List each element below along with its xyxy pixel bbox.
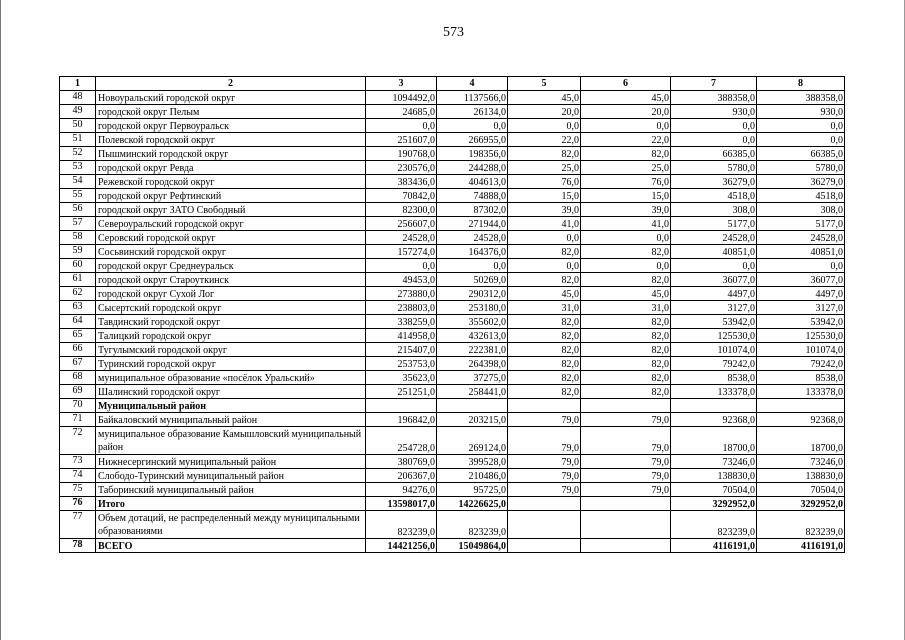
value-cell-col3: 24685,0 — [366, 105, 437, 119]
value-cell-col3: 238803,0 — [366, 301, 437, 315]
value-cell-col6 — [581, 539, 671, 553]
value-cell-col5: 15,0 — [508, 189, 581, 203]
value-cell-col7: 388358,0 — [671, 91, 757, 105]
value-cell-col8: 24528,0 — [757, 231, 845, 245]
row-number-cell: 65 — [60, 329, 96, 343]
table-row — [60, 301, 845, 315]
value-cell-col5: 82,0 — [508, 273, 581, 287]
table-row — [60, 329, 845, 343]
value-cell-col4: 87302,0 — [437, 203, 508, 217]
value-cell-col7: 138830,0 — [671, 469, 757, 483]
value-cell-col3: 49453,0 — [366, 273, 437, 287]
municipality-name-cell: Тавдинский городской округ — [96, 315, 366, 329]
value-cell-col5: 45,0 — [508, 91, 581, 105]
table-row — [60, 427, 845, 455]
value-cell-col4: 0,0 — [437, 259, 508, 273]
value-cell-col8: 133378,0 — [757, 385, 845, 399]
value-cell-col5: 25,0 — [508, 161, 581, 175]
value-cell-col8: 53942,0 — [757, 315, 845, 329]
municipality-name-cell: городской округ Рефтинский — [96, 189, 366, 203]
value-cell-col8: 138830,0 — [757, 469, 845, 483]
value-cell-col8: 79242,0 — [757, 357, 845, 371]
row-number-cell: 78 — [60, 539, 96, 553]
value-cell-col8: 92368,0 — [757, 413, 845, 427]
municipality-name-cell: Полевской городской округ — [96, 133, 366, 147]
row-number-cell: 61 — [60, 273, 96, 287]
table-row — [60, 371, 845, 385]
value-cell-col7: 5780,0 — [671, 161, 757, 175]
value-cell-col7: 3127,0 — [671, 301, 757, 315]
row-number-cell: 71 — [60, 413, 96, 427]
value-cell-col3: 35623,0 — [366, 371, 437, 385]
value-cell-col5: 82,0 — [508, 329, 581, 343]
value-cell-col4: 222381,0 — [437, 343, 508, 357]
table-row — [60, 273, 845, 287]
value-cell-col8: 308,0 — [757, 203, 845, 217]
table-row — [60, 343, 845, 357]
table-row — [60, 147, 845, 161]
value-cell-col8: 0,0 — [757, 259, 845, 273]
value-cell-col4: 210486,0 — [437, 469, 508, 483]
value-cell-col6 — [581, 497, 671, 511]
value-cell-col6: 82,0 — [581, 245, 671, 259]
table-row — [60, 399, 845, 413]
value-cell-col6: 79,0 — [581, 455, 671, 469]
row-number-cell: 73 — [60, 455, 96, 469]
value-cell-col4: 198356,0 — [437, 147, 508, 161]
value-cell-col7: 36077,0 — [671, 273, 757, 287]
value-cell-col8: 0,0 — [757, 119, 845, 133]
value-cell-col3: 338259,0 — [366, 315, 437, 329]
table-row — [60, 189, 845, 203]
value-cell-col5: 79,0 — [508, 427, 581, 455]
value-cell-col7: 70504,0 — [671, 483, 757, 497]
row-number-cell: 66 — [60, 343, 96, 357]
value-cell-col3: 70842,0 — [366, 189, 437, 203]
row-number-cell: 54 — [60, 175, 96, 189]
municipality-name-cell: Североуральский городской округ — [96, 217, 366, 231]
value-cell-col6: 82,0 — [581, 315, 671, 329]
municipality-name-cell: Талицкий городской округ — [96, 329, 366, 343]
municipality-name-cell: городской округ Пелым — [96, 105, 366, 119]
value-cell-col4: 264398,0 — [437, 357, 508, 371]
value-cell-col7: 0,0 — [671, 133, 757, 147]
table-row — [60, 511, 845, 539]
value-cell-col3: 273880,0 — [366, 287, 437, 301]
value-cell-col8: 930,0 — [757, 105, 845, 119]
value-cell-col4: 355602,0 — [437, 315, 508, 329]
value-cell-col3 — [366, 399, 437, 413]
value-cell-col6: 15,0 — [581, 189, 671, 203]
table-row — [60, 105, 845, 119]
value-cell-col3: 196842,0 — [366, 413, 437, 427]
value-cell-col4: 15049864,0 — [437, 539, 508, 553]
value-cell-col7: 92368,0 — [671, 413, 757, 427]
row-number-cell: 76 — [60, 497, 96, 511]
value-cell-col4: 269124,0 — [437, 427, 508, 455]
value-cell-col5 — [508, 511, 581, 539]
value-cell-col4: 37275,0 — [437, 371, 508, 385]
value-cell-col8: 4497,0 — [757, 287, 845, 301]
value-cell-col8: 125530,0 — [757, 329, 845, 343]
column-header: 3 — [366, 77, 437, 91]
column-header: 7 — [671, 77, 757, 91]
row-number-cell: 48 — [60, 91, 96, 105]
table-row — [60, 91, 845, 105]
table-row — [60, 539, 845, 553]
municipality-name-cell: Объем дотаций, не распределенный между муниципальными образованиями — [96, 511, 366, 539]
table-header-row — [60, 77, 845, 91]
table-row — [60, 217, 845, 231]
value-cell-col5: 79,0 — [508, 483, 581, 497]
value-cell-col4: 203215,0 — [437, 413, 508, 427]
value-cell-col8: 388358,0 — [757, 91, 845, 105]
row-number-cell: 72 — [60, 427, 96, 455]
value-cell-col4: 290312,0 — [437, 287, 508, 301]
value-cell-col4: 404613,0 — [437, 175, 508, 189]
row-number-cell: 53 — [60, 161, 96, 175]
row-number-cell: 60 — [60, 259, 96, 273]
table-row — [60, 259, 845, 273]
value-cell-col6: 76,0 — [581, 175, 671, 189]
value-cell-col6: 31,0 — [581, 301, 671, 315]
table-row — [60, 385, 845, 399]
value-cell-col4: 432613,0 — [437, 329, 508, 343]
value-cell-col7: 4518,0 — [671, 189, 757, 203]
value-cell-col8: 8538,0 — [757, 371, 845, 385]
value-cell-col7: 308,0 — [671, 203, 757, 217]
value-cell-col3: 190768,0 — [366, 147, 437, 161]
row-number-cell: 77 — [60, 511, 96, 539]
row-number-cell: 67 — [60, 357, 96, 371]
table-row — [60, 455, 845, 469]
municipality-name-cell: Сосьвинский городской округ — [96, 245, 366, 259]
value-cell-col3: 383436,0 — [366, 175, 437, 189]
municipality-name-cell: Муниципальный район — [96, 399, 366, 413]
value-cell-col8: 66385,0 — [757, 147, 845, 161]
value-cell-col3: 230576,0 — [366, 161, 437, 175]
page-number: 573 — [443, 25, 464, 40]
value-cell-col4: 253180,0 — [437, 301, 508, 315]
value-cell-col6: 79,0 — [581, 469, 671, 483]
row-number-cell: 69 — [60, 385, 96, 399]
row-number-cell: 70 — [60, 399, 96, 413]
value-cell-col7: 18700,0 — [671, 427, 757, 455]
value-cell-col3: 206367,0 — [366, 469, 437, 483]
value-cell-col7: 823239,0 — [671, 511, 757, 539]
value-cell-col6: 41,0 — [581, 217, 671, 231]
value-cell-col3: 215407,0 — [366, 343, 437, 357]
value-cell-col6: 82,0 — [581, 329, 671, 343]
value-cell-col8: 0,0 — [757, 133, 845, 147]
value-cell-col8: 4116191,0 — [757, 539, 845, 553]
value-cell-col6 — [581, 511, 671, 539]
value-cell-col5 — [508, 539, 581, 553]
value-cell-col7: 125530,0 — [671, 329, 757, 343]
municipality-name-cell: муниципальное образование Камышловский муниципальный район — [96, 427, 366, 455]
municipality-name-cell: городской округ Сухой Лог — [96, 287, 366, 301]
value-cell-col7: 73246,0 — [671, 455, 757, 469]
value-cell-col3: 13598017,0 — [366, 497, 437, 511]
value-cell-col8: 4518,0 — [757, 189, 845, 203]
row-number-cell: 50 — [60, 119, 96, 133]
value-cell-col4: 258441,0 — [437, 385, 508, 399]
column-header: 8 — [757, 77, 845, 91]
value-cell-col8: 70504,0 — [757, 483, 845, 497]
value-cell-col7: 101074,0 — [671, 343, 757, 357]
value-cell-col3: 251251,0 — [366, 385, 437, 399]
municipality-name-cell: Нижнесергинский муниципальный район — [96, 455, 366, 469]
value-cell-col4: 823239,0 — [437, 511, 508, 539]
value-cell-col4: 271944,0 — [437, 217, 508, 231]
value-cell-col5 — [508, 497, 581, 511]
row-number-cell: 55 — [60, 189, 96, 203]
value-cell-col5: 45,0 — [508, 287, 581, 301]
table-row — [60, 175, 845, 189]
value-cell-col4: 95725,0 — [437, 483, 508, 497]
value-cell-col5: 79,0 — [508, 455, 581, 469]
value-cell-col3: 1094492,0 — [366, 91, 437, 105]
column-header: 5 — [508, 77, 581, 91]
municipality-name-cell: Пышминский городской округ — [96, 147, 366, 161]
row-number-cell: 63 — [60, 301, 96, 315]
value-cell-col7: 40851,0 — [671, 245, 757, 259]
value-cell-col7: 8538,0 — [671, 371, 757, 385]
municipality-name-cell: городской округ Староуткинск — [96, 273, 366, 287]
value-cell-col4: 50269,0 — [437, 273, 508, 287]
row-number-cell: 57 — [60, 217, 96, 231]
value-cell-col7: 133378,0 — [671, 385, 757, 399]
value-cell-col5: 82,0 — [508, 315, 581, 329]
value-cell-col6: 25,0 — [581, 161, 671, 175]
value-cell-col3: 380769,0 — [366, 455, 437, 469]
value-cell-col7: 66385,0 — [671, 147, 757, 161]
value-cell-col3: 253753,0 — [366, 357, 437, 371]
table-row — [60, 469, 845, 483]
value-cell-col4 — [437, 399, 508, 413]
value-cell-col8: 18700,0 — [757, 427, 845, 455]
value-cell-col7: 3292952,0 — [671, 497, 757, 511]
municipality-name-cell: Серовский городской округ — [96, 231, 366, 245]
value-cell-col7: 24528,0 — [671, 231, 757, 245]
value-cell-col6: 82,0 — [581, 343, 671, 357]
value-cell-col6: 82,0 — [581, 273, 671, 287]
value-cell-col5: 82,0 — [508, 371, 581, 385]
municipality-name-cell: ВСЕГО — [96, 539, 366, 553]
value-cell-col4: 26134,0 — [437, 105, 508, 119]
row-number-cell: 51 — [60, 133, 96, 147]
value-cell-col5: 79,0 — [508, 469, 581, 483]
table-row — [60, 245, 845, 259]
value-cell-col3: 0,0 — [366, 259, 437, 273]
value-cell-col5: 0,0 — [508, 119, 581, 133]
row-number-cell: 56 — [60, 203, 96, 217]
value-cell-col4: 14226625,0 — [437, 497, 508, 511]
municipality-name-cell: Новоуральский городской округ — [96, 91, 366, 105]
value-cell-col5: 79,0 — [508, 413, 581, 427]
row-number-cell: 58 — [60, 231, 96, 245]
value-cell-col3: 414958,0 — [366, 329, 437, 343]
value-cell-col8: 73246,0 — [757, 455, 845, 469]
value-cell-col3: 24528,0 — [366, 231, 437, 245]
value-cell-col6: 82,0 — [581, 371, 671, 385]
value-cell-col8 — [757, 399, 845, 413]
value-cell-col3: 82300,0 — [366, 203, 437, 217]
value-cell-col8: 40851,0 — [757, 245, 845, 259]
value-cell-col5: 82,0 — [508, 245, 581, 259]
row-number-cell: 64 — [60, 315, 96, 329]
value-cell-col5: 22,0 — [508, 133, 581, 147]
value-cell-col3: 823239,0 — [366, 511, 437, 539]
value-cell-col8: 5177,0 — [757, 217, 845, 231]
municipality-name-cell: Сысертский городской округ — [96, 301, 366, 315]
row-number-cell: 74 — [60, 469, 96, 483]
table-row — [60, 231, 845, 245]
municipality-name-cell: Таборинский муниципальный район — [96, 483, 366, 497]
table-row — [60, 133, 845, 147]
row-number-cell: 68 — [60, 371, 96, 385]
table-row — [60, 119, 845, 133]
value-cell-col5 — [508, 399, 581, 413]
value-cell-col5: 0,0 — [508, 259, 581, 273]
municipality-name-cell: городской округ Первоуральск — [96, 119, 366, 133]
municipality-name-cell: Тугулымский городской округ — [96, 343, 366, 357]
value-cell-col6: 45,0 — [581, 91, 671, 105]
value-cell-col5: 82,0 — [508, 147, 581, 161]
value-cell-col5: 82,0 — [508, 385, 581, 399]
value-cell-col7: 5177,0 — [671, 217, 757, 231]
value-cell-col8: 823239,0 — [757, 511, 845, 539]
value-cell-col4: 164376,0 — [437, 245, 508, 259]
value-cell-col6 — [581, 399, 671, 413]
value-cell-col3: 251607,0 — [366, 133, 437, 147]
row-number-cell: 52 — [60, 147, 96, 161]
value-cell-col3: 14421256,0 — [366, 539, 437, 553]
value-cell-col3: 254728,0 — [366, 427, 437, 455]
value-cell-col4: 0,0 — [437, 119, 508, 133]
value-cell-col8: 36279,0 — [757, 175, 845, 189]
value-cell-col5: 76,0 — [508, 175, 581, 189]
table-row — [60, 413, 845, 427]
value-cell-col6: 82,0 — [581, 147, 671, 161]
table-row — [60, 483, 845, 497]
value-cell-col3: 0,0 — [366, 119, 437, 133]
value-cell-col4: 244288,0 — [437, 161, 508, 175]
value-cell-col5: 20,0 — [508, 105, 581, 119]
municipality-name-cell: городской округ Ревда — [96, 161, 366, 175]
value-cell-col7: 0,0 — [671, 119, 757, 133]
row-number-cell: 62 — [60, 287, 96, 301]
value-cell-col8: 3292952,0 — [757, 497, 845, 511]
value-cell-col8: 5780,0 — [757, 161, 845, 175]
municipality-name-cell: Слободо-Туринский муниципальный район — [96, 469, 366, 483]
row-number-cell: 75 — [60, 483, 96, 497]
value-cell-col7: 4116191,0 — [671, 539, 757, 553]
value-cell-col4: 399528,0 — [437, 455, 508, 469]
table-row — [60, 315, 845, 329]
value-cell-col8: 36077,0 — [757, 273, 845, 287]
value-cell-col5: 0,0 — [508, 231, 581, 245]
value-cell-col6: 0,0 — [581, 231, 671, 245]
table-row — [60, 287, 845, 301]
table-row — [60, 497, 845, 511]
value-cell-col6: 22,0 — [581, 133, 671, 147]
column-header: 6 — [581, 77, 671, 91]
value-cell-col6: 82,0 — [581, 385, 671, 399]
value-cell-col6: 82,0 — [581, 357, 671, 371]
row-number-cell: 59 — [60, 245, 96, 259]
value-cell-col7 — [671, 399, 757, 413]
value-cell-col6: 20,0 — [581, 105, 671, 119]
value-cell-col4: 1137566,0 — [437, 91, 508, 105]
municipality-name-cell: Шалинский городской округ — [96, 385, 366, 399]
value-cell-col3: 94276,0 — [366, 483, 437, 497]
municipality-name-cell: городской округ Среднеуральск — [96, 259, 366, 273]
municipality-name-cell: Байкаловский муниципальный район — [96, 413, 366, 427]
value-cell-col7: 53942,0 — [671, 315, 757, 329]
column-header: 4 — [437, 77, 508, 91]
value-cell-col3: 157274,0 — [366, 245, 437, 259]
value-cell-col6: 45,0 — [581, 287, 671, 301]
value-cell-col4: 74888,0 — [437, 189, 508, 203]
value-cell-col6: 0,0 — [581, 259, 671, 273]
value-cell-col5: 39,0 — [508, 203, 581, 217]
value-cell-col6: 0,0 — [581, 119, 671, 133]
value-cell-col7: 79242,0 — [671, 357, 757, 371]
value-cell-col4: 266955,0 — [437, 133, 508, 147]
data-table — [59, 76, 845, 553]
value-cell-col6: 39,0 — [581, 203, 671, 217]
value-cell-col8: 3127,0 — [757, 301, 845, 315]
value-cell-col6: 79,0 — [581, 483, 671, 497]
column-header: 2 — [96, 77, 366, 91]
value-cell-col4: 24528,0 — [437, 231, 508, 245]
value-cell-col6: 79,0 — [581, 413, 671, 427]
value-cell-col5: 82,0 — [508, 343, 581, 357]
municipality-name-cell: муниципальное образование «посёлок Уральский» — [96, 371, 366, 385]
table-row — [60, 203, 845, 217]
value-cell-col5: 41,0 — [508, 217, 581, 231]
value-cell-col8: 101074,0 — [757, 343, 845, 357]
table-row — [60, 161, 845, 175]
municipality-name-cell: Режевской городской округ — [96, 175, 366, 189]
municipality-name-cell: Туринский городской округ — [96, 357, 366, 371]
table-row — [60, 357, 845, 371]
value-cell-col5: 31,0 — [508, 301, 581, 315]
value-cell-col7: 0,0 — [671, 259, 757, 273]
value-cell-col7: 4497,0 — [671, 287, 757, 301]
value-cell-col7: 36279,0 — [671, 175, 757, 189]
row-number-cell: 49 — [60, 105, 96, 119]
value-cell-col6: 79,0 — [581, 427, 671, 455]
value-cell-col5: 82,0 — [508, 357, 581, 371]
value-cell-col3: 256607,0 — [366, 217, 437, 231]
column-header: 1 — [60, 77, 96, 91]
value-cell-col7: 930,0 — [671, 105, 757, 119]
municipality-name-cell: Итого — [96, 497, 366, 511]
municipality-name-cell: городской округ ЗАТО Свободный — [96, 203, 366, 217]
